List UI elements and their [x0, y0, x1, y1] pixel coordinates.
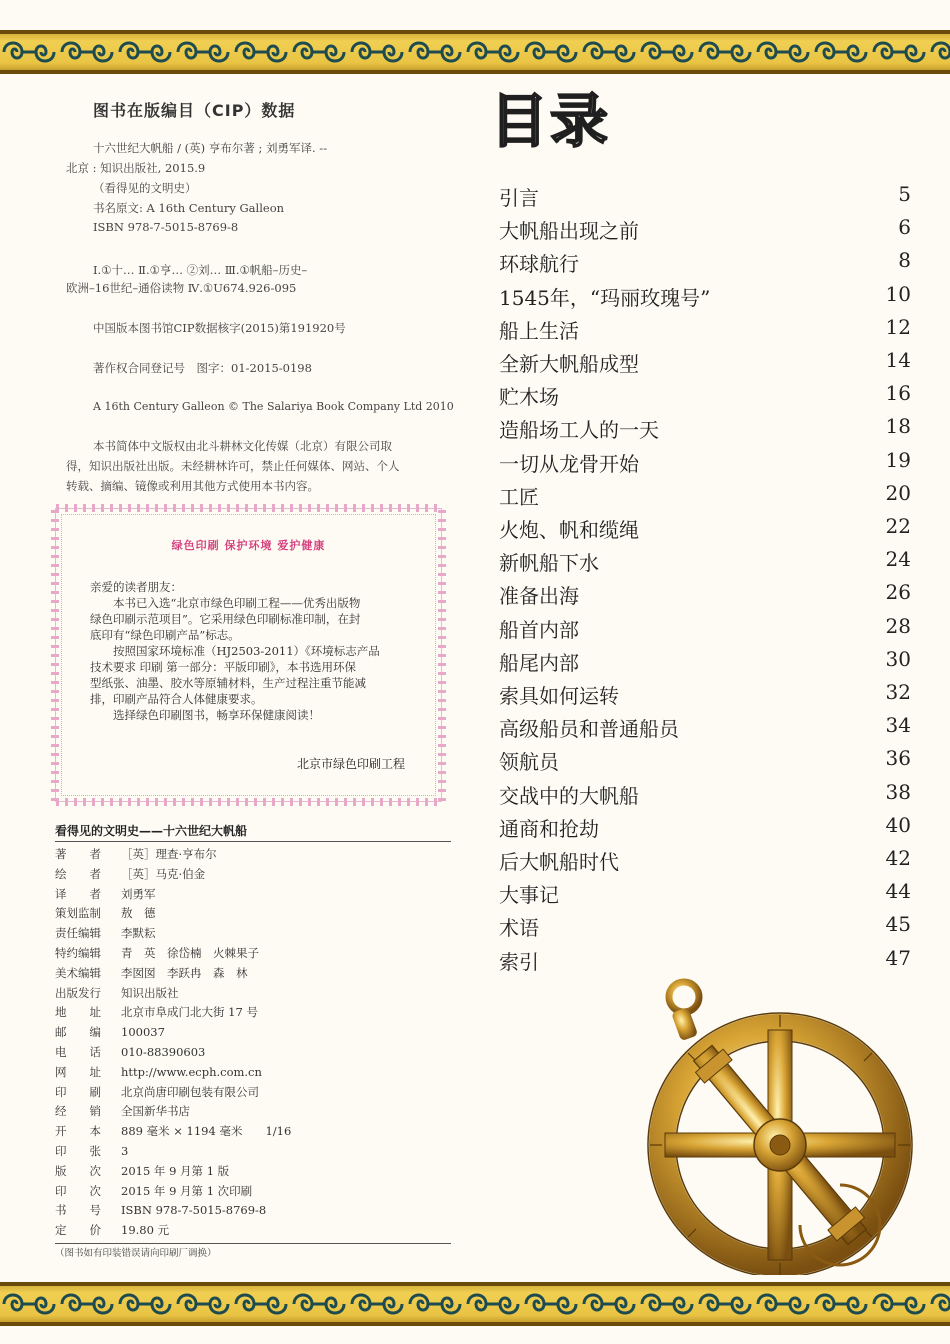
toc-entry-title: 大帆船出现之前 — [499, 219, 639, 244]
toc-entry-title: 通商和抢劫 — [499, 816, 599, 841]
colophon-row — [55, 846, 217, 864]
toc-entry[interactable] — [499, 414, 911, 444]
toc-entry[interactable] — [499, 448, 911, 478]
colophon-row — [55, 1202, 266, 1220]
colophon-value: 19.80 元 — [121, 1223, 170, 1238]
colophon-key: 网 址 — [55, 1064, 101, 1079]
colophon-row — [55, 1183, 252, 1201]
colophon-value: http://www.ecph.com.cn — [121, 1064, 262, 1079]
toc-entry-page: 34 — [885, 713, 911, 738]
cip-line: 得，知识出版社出版。未经耕林许可，禁止任何媒体、网站、个人 — [66, 459, 400, 473]
toc-entry[interactable] — [499, 713, 911, 743]
toc-entry-page: 47 — [885, 945, 911, 970]
colophon-row — [55, 945, 259, 963]
cip-line: ISBN 978-7-5015-8769-8 — [93, 220, 239, 234]
toc-entry-title: 高级船员和普通船员 — [499, 717, 679, 742]
colophon-value: 李囡囡 李跃冉 森 林 — [121, 965, 248, 980]
toc-entry[interactable] — [499, 813, 911, 843]
cip-line: A 16th Century Galleon © The Salariya Book Company Ltd 2010 — [93, 400, 454, 413]
colophon-key: 著 者 — [55, 847, 101, 861]
toc-entry-title: 新帆船下水 — [499, 551, 599, 576]
colophon-key: 开 本 — [55, 1124, 101, 1139]
green-print-line: 亲爱的读者朋友： — [90, 580, 182, 594]
cip-line: Ⅰ.①十… Ⅱ.①亨… ②刘… Ⅲ.①帆船–历史– — [93, 263, 308, 277]
toc-entry-title: 索引 — [499, 949, 539, 974]
toc-entry-page: 24 — [885, 547, 911, 572]
toc-entry-title: 1545年，“玛丽玫瑰号” — [499, 285, 711, 310]
colophon-value: 敖 德 — [121, 906, 156, 921]
colophon-key: 电 话 — [55, 1045, 101, 1059]
colophon-key: 地 址 — [55, 1005, 101, 1020]
colophon-title: 看得见的文明史——十六世纪大帆船 — [55, 824, 248, 838]
colophon-value: 青 英 徐岱楠 火棘果子 — [121, 946, 259, 960]
toc-entry-title: 领航员 — [499, 750, 559, 775]
colophon-row — [55, 1163, 229, 1181]
toc-entry[interactable] — [499, 746, 911, 776]
colophon-key: 书 号 — [55, 1203, 101, 1218]
colophon-row — [55, 1084, 259, 1102]
colophon-key: 美术编辑 — [55, 965, 101, 980]
toc-entry[interactable] — [499, 315, 911, 345]
colophon-value: 李默耘 — [121, 926, 156, 941]
colophon-value: 3 — [121, 1144, 129, 1158]
colophon-key: 特约编辑 — [55, 946, 101, 960]
toc-entry-page: 42 — [885, 846, 911, 870]
green-print-line: 按照国家环境标准（HJ2503-2011）《环境标志产品 — [90, 644, 380, 658]
colophon-key: 策划监制 — [55, 906, 101, 921]
colophon-rule — [55, 841, 451, 842]
colophon-row — [55, 866, 205, 884]
cip-line: 中国版本图书馆CIP数据核字(2015)第191920号 — [93, 321, 346, 335]
astrolabe-illustration-icon — [640, 975, 920, 1275]
colophon-key: 出版发行 — [55, 985, 101, 1000]
toc-entry-page: 36 — [885, 746, 911, 771]
green-print-line: 技术要求 印刷 第一部分：平版印刷》，本书选用环保 — [90, 660, 357, 674]
toc-title: 目录 — [490, 87, 611, 155]
toc-entry-title: 索具如何运转 — [499, 684, 619, 708]
green-print-signature: 北京市绿色印刷工程 — [296, 757, 405, 771]
scroll-pattern-icon — [0, 1286, 950, 1322]
toc-entry-title: 大事记 — [499, 883, 559, 908]
toc-entry[interactable] — [499, 282, 911, 312]
colophon-key: 译 者 — [55, 886, 101, 901]
colophon-row — [55, 1064, 262, 1082]
toc-entry-title: 船尾内部 — [499, 650, 579, 675]
toc-entry-title: 环球航行 — [499, 252, 579, 277]
colophon-value: ［英］理查·亨布尔 — [121, 847, 217, 861]
toc-entry-title: 交战中的大帆船 — [499, 783, 639, 808]
toc-entry-page: 12 — [885, 314, 911, 339]
toc-entry[interactable] — [499, 846, 911, 876]
green-print-line: 绿色印刷示范项目”。它采用绿色印刷标准印制，在封 — [90, 612, 361, 626]
toc-entry[interactable] — [499, 215, 911, 245]
toc-entry-page: 45 — [885, 912, 911, 937]
toc-entry-title: 造船场工人的一天 — [499, 418, 659, 443]
cip-line: 欧洲–16世纪–通俗读物 Ⅳ.①U674.926-095 — [66, 281, 297, 295]
colophon-key: 定 价 — [55, 1223, 101, 1238]
toc-entry[interactable] — [499, 481, 911, 511]
colophon-value: 北京尚唐印刷包装有限公司 — [121, 1084, 259, 1099]
cip-line: （看得见的文明史） — [93, 181, 197, 195]
toc-entry-title: 贮木场 — [499, 385, 559, 410]
colophon-row — [55, 1143, 128, 1161]
colophon-value: 2015 年 9 月第 1 版 — [121, 1163, 230, 1178]
toc-entry[interactable] — [499, 879, 911, 909]
colophon-value: 010-88390603 — [121, 1045, 206, 1059]
cip-line: 本书简体中文版权由北斗耕林文化传媒（北京）有限公司取 — [93, 439, 392, 453]
colophon-value: 889 毫米 × 1194 毫米 1/16 — [121, 1124, 292, 1139]
toc-entry[interactable] — [499, 614, 911, 644]
toc-entry-page: 19 — [885, 447, 911, 472]
toc-entry[interactable] — [499, 514, 911, 544]
toc-entry[interactable] — [499, 381, 911, 411]
colophon-row — [55, 1222, 169, 1240]
colophon-value: ［英］马克·伯金 — [121, 866, 206, 881]
toc-entry[interactable] — [499, 780, 911, 810]
scroll-pattern-icon — [0, 34, 950, 70]
toc-entry-title: 船上生活 — [499, 318, 579, 343]
toc-entry[interactable] — [499, 912, 911, 942]
cip-line: 书名原文: A 16th Century Galleon — [93, 201, 285, 215]
toc-entry-page: 10 — [885, 281, 911, 306]
toc-entry-page: 22 — [885, 514, 911, 538]
green-print-line: 型纸张、油墨、胶水等原辅材料，生产过程注重节能减 — [90, 676, 366, 690]
cip-line: 北京 : 知识出版社, 2015.9 — [66, 161, 206, 175]
toc-entry[interactable] — [499, 946, 911, 976]
colophon-value: 知识出版社 — [121, 985, 179, 1000]
cip-title: 图书在版编目（CIP）数据 — [93, 101, 296, 120]
green-print-line: 排，印刷产品符合人体健康要求。 — [90, 692, 263, 706]
toc-entry-page: 40 — [885, 812, 911, 837]
colophon-key: 经 销 — [55, 1104, 101, 1119]
colophon-row — [55, 905, 156, 923]
colophon-row — [55, 965, 248, 983]
toc-entry-page: 14 — [885, 348, 911, 372]
toc-entry-title: 一切从龙骨开始 — [499, 451, 639, 476]
colophon-row — [55, 1024, 165, 1042]
toc-entry-page: 28 — [885, 613, 911, 638]
toc-entry-page: 30 — [885, 646, 911, 671]
colophon-row — [55, 1004, 258, 1022]
colophon-value: 100037 — [121, 1025, 165, 1040]
colophon-key: 印 张 — [55, 1144, 101, 1158]
cip-line: 著作权合同登记号 图字：01-2015-0198 — [93, 361, 312, 375]
colophon-row — [55, 886, 156, 904]
top-ornament-band — [0, 30, 950, 74]
toc-entry-page: 26 — [885, 580, 911, 605]
colophon-rule — [55, 1243, 451, 1244]
toc-entry-page: 32 — [885, 680, 911, 704]
colophon-key: 责任编辑 — [55, 926, 101, 941]
toc-entry[interactable] — [499, 182, 911, 212]
colophon-value: ISBN 978-7-5015-8769-8 — [121, 1203, 267, 1218]
colophon-key: 绘 者 — [55, 866, 101, 881]
green-print-line: 选择绿色印刷图书，畅享环保健康阅读！ — [90, 708, 320, 722]
colophon-note: （图书如有印装错误请向印刷厂调换） — [55, 1248, 217, 1259]
colophon-row — [55, 1044, 205, 1062]
green-printing-notice — [55, 508, 442, 802]
toc-entry[interactable] — [499, 348, 911, 378]
colophon-row — [55, 985, 179, 1003]
toc-entry-page: 5 — [898, 182, 911, 206]
toc-entry-title: 船首内部 — [499, 617, 579, 642]
toc-entry-page: 38 — [885, 779, 911, 804]
colophon-key: 邮 编 — [55, 1025, 101, 1040]
colophon-row — [55, 1123, 291, 1141]
toc-entry-title: 全新大帆船成型 — [499, 352, 639, 376]
colophon-value: 刘勇军 — [121, 886, 156, 901]
green-print-slogan: 绿色印刷 保护环境 爱护健康 — [171, 539, 326, 552]
bottom-ornament-band — [0, 1282, 950, 1326]
toc-entry-page: 20 — [885, 480, 911, 505]
colophon-row — [55, 1103, 190, 1121]
toc-entry-title: 准备出海 — [499, 584, 579, 609]
cip-line: 转载、摘编、镜像或利用其他方式使用本书内容。 — [66, 479, 319, 493]
toc-entry-page: 16 — [885, 381, 911, 406]
colophon-value: 北京市阜成门北大街 17 号 — [121, 1005, 258, 1020]
toc-entry[interactable] — [499, 547, 911, 577]
toc-entry[interactable] — [499, 647, 911, 677]
toc-entry-page: 8 — [898, 248, 911, 273]
toc-entry-title: 火炮、帆和缆绳 — [499, 518, 639, 542]
green-print-line: 底印有“绿色印刷产品”标志。 — [90, 628, 240, 642]
toc-entry-page: 44 — [885, 879, 911, 904]
toc-entry-page: 18 — [885, 414, 911, 439]
toc-entry-title: 术语 — [499, 916, 539, 941]
toc-entry-title: 后大帆船时代 — [499, 850, 619, 874]
colophon-key: 版 次 — [55, 1163, 101, 1178]
toc-entry[interactable] — [499, 680, 911, 710]
toc-entry-title: 工匠 — [499, 484, 539, 509]
toc-entry-page: 6 — [898, 215, 911, 240]
colophon-value: 全国新华书店 — [121, 1104, 190, 1119]
colophon-key: 印 刷 — [55, 1084, 101, 1099]
toc-entry-title: 引言 — [499, 186, 539, 210]
toc-entry[interactable] — [499, 580, 911, 610]
colophon-row — [55, 925, 156, 943]
colophon-value: 2015 年 9 月第 1 次印刷 — [121, 1183, 253, 1198]
cip-line: 十六世纪大帆船 / (英) 亨布尔著 ; 刘勇军译. -- — [93, 141, 328, 155]
green-print-line: 本书已入选“北京市绿色印刷工程——优秀出版物 — [90, 596, 361, 610]
colophon-key: 印 次 — [55, 1183, 101, 1198]
toc-entry[interactable] — [499, 248, 911, 278]
